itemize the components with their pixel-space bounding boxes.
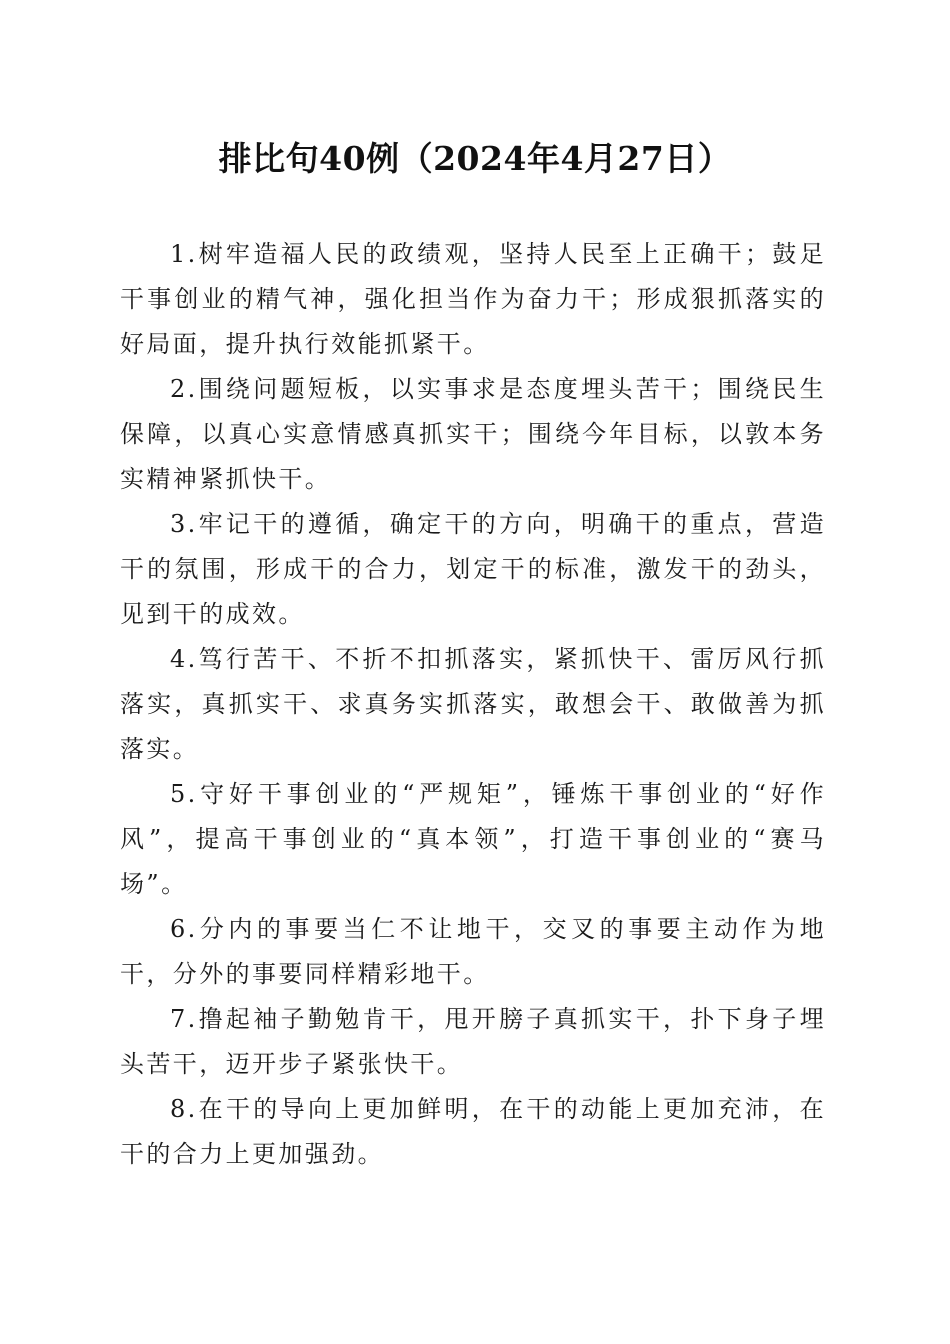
paragraph-3: 3.牢记干的遵循，确定干的方向，明确干的重点，营造干的氛围，形成干的合力，划定干的标准，激发干的劲头，见到干的成效。 [120, 510, 826, 628]
document-title: 排比句40例（2024年4月27日） [218, 139, 732, 178]
paragraph-8: 8.在干的导向上更加鲜明，在干的动能上更加充沛，在干的合力上更加强劲。 [120, 1095, 826, 1168]
document-body [120, 232, 826, 1177]
paragraph-2: 2.围绕问题短板，以实事求是态度埋头苦干；围绕民生保障，以真心实意情感真抓实干；围绕今年目标，以敦本务实精神紧抓快干。 [120, 375, 826, 493]
paragraph-5: 5.守好干事创业的“严规矩”，锤炼干事创业的“好作风”，提高干事创业的“真本领”，打造干事创业的“赛马场”。 [120, 780, 826, 898]
paragraph-6: 6.分内的事要当仁不让地干，交叉的事要主动作为地干，分外的事要同样精彩地干。 [120, 915, 826, 988]
paragraph-4: 4.笃行苦干、不折不扣抓落实，紧抓快干、雷厉风行抓落实，真抓实干、求真务实抓落实，敢想会干、敢做善为抓落实。 [120, 645, 826, 763]
paragraph-1: 1.树牢造福人民的政绩观，坚持人民至上正确干；鼓足干事创业的精气神，强化担当作为奋力干；形成狠抓落实的好局面，提升执行效能抓紧干。 [120, 240, 826, 358]
paragraph-7: 7.撸起袖子勤勉肯干，甩开膀子真抓实干，扑下身子埋头苦干，迈开步子紧张快干。 [120, 1005, 826, 1078]
